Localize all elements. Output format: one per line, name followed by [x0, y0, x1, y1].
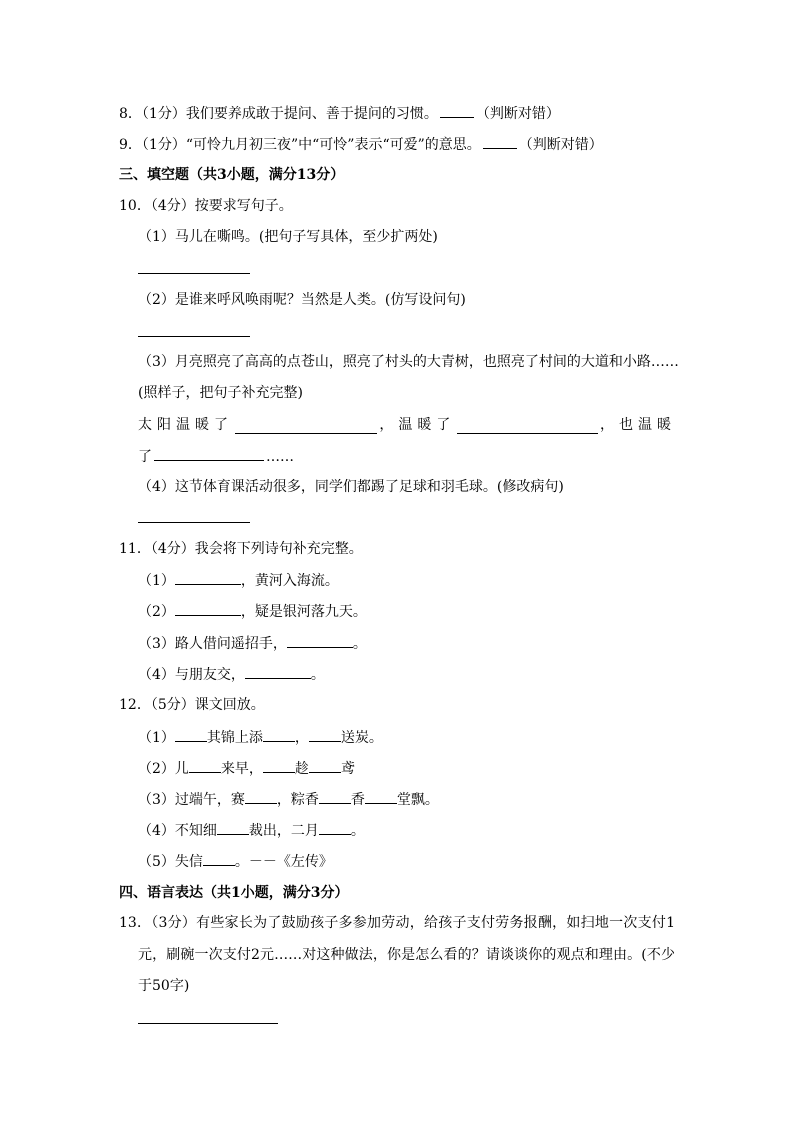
- fill-text: 了: [138, 449, 152, 465]
- answer-line[interactable]: [138, 1023, 278, 1024]
- answer-blank[interactable]: [154, 447, 264, 461]
- question-12-item-3: [138, 790, 439, 809]
- item-number: （2）: [138, 604, 175, 620]
- fill-text: ，也温暖: [600, 417, 676, 433]
- answer-blank[interactable]: [189, 759, 221, 773]
- question-9-text: 9．（1分）“可怜九月初三夜”中“可怜”表示“可爱”的意思。: [119, 137, 481, 153]
- question-10-stem: 10．（4分）按要求写句子。: [119, 198, 293, 214]
- answer-blank[interactable]: [440, 104, 474, 118]
- item-text: 。－－《左传》: [234, 854, 333, 870]
- item-text: （4）不知细: [138, 823, 217, 839]
- question-8-tail: （判断对错）: [475, 106, 560, 122]
- answer-blank[interactable]: [175, 602, 241, 616]
- question-10-item-3-fill-line-2: [138, 447, 294, 466]
- answer-blank[interactable]: [235, 420, 377, 434]
- item-text: 香: [350, 792, 365, 808]
- poem-text: ，黄河入海流。: [240, 573, 339, 589]
- question-12-item-5: [138, 852, 333, 871]
- answer-line[interactable]: [138, 273, 250, 274]
- question-10-item-3: （3）月亮照亮了高高的点苍山，照亮了村头的大青树，也照亮了村间的大道和小路……: [138, 354, 679, 370]
- answer-blank[interactable]: [309, 759, 341, 773]
- answer-blank[interactable]: [365, 790, 397, 804]
- question-10-item-1: （1）马儿在嘶鸣。(把句子写具体，至少扩两处): [138, 229, 438, 245]
- answer-line[interactable]: [138, 336, 250, 337]
- answer-blank[interactable]: [483, 135, 517, 149]
- poem-text: 。: [310, 667, 325, 683]
- fill-text: ，温暖了: [379, 417, 456, 433]
- item-text: 裁出，二月: [248, 823, 319, 839]
- question-11-item-2: [138, 602, 367, 621]
- answer-blank[interactable]: [309, 728, 341, 742]
- question-10-item-2: （2）是谁来呼风唤雨呢？当然是人类。(仿写设问句): [138, 292, 466, 308]
- item-text: （3）过端午，赛: [138, 792, 245, 808]
- question-11-item-3: [138, 634, 367, 653]
- question-8: [119, 104, 560, 123]
- question-11-stem: 11．（4分）我会将下列诗句补充完整。: [119, 541, 363, 557]
- question-12-item-2: [138, 759, 355, 778]
- answer-blank[interactable]: [175, 728, 207, 742]
- question-10-item-4: （4）这节体育课活动很多，同学们都踢了足球和羽毛球。(修改病句): [138, 479, 564, 495]
- question-12-stem: 12．（5分）课文回放。: [119, 697, 265, 713]
- question-9-tail: （判断对错）: [518, 137, 603, 153]
- item-text: 送炭。: [340, 730, 383, 746]
- fill-text: ……: [266, 449, 294, 465]
- item-text: 趁: [294, 761, 309, 777]
- item-text: （5）失信: [138, 854, 203, 870]
- answer-blank[interactable]: [245, 665, 311, 679]
- item-text: （2）儿: [138, 761, 189, 777]
- answer-blank[interactable]: [287, 634, 353, 648]
- item-text: ，粽香: [276, 792, 319, 808]
- answer-blank[interactable]: [203, 852, 235, 866]
- item-text: （1）: [138, 730, 175, 746]
- question-13-line-2: 元，刷碗一次支付2元……对这种做法，你是怎么看的？请谈谈你的观点和理由。(不少: [138, 947, 675, 963]
- item-text: 。: [350, 823, 365, 839]
- section-heading: 三、填空题（共3小题，满分13分）: [119, 167, 345, 183]
- poem-text: ，疑是银河落九天。: [240, 604, 367, 620]
- item-text: ，: [294, 730, 309, 746]
- item-text: 鸢: [340, 761, 355, 777]
- question-13-line-3: 于50字): [138, 978, 190, 994]
- question-8-text: 8．（1分）我们要养成敢于提问、善于提问的习惯。: [119, 106, 438, 122]
- answer-blank[interactable]: [457, 420, 598, 434]
- item-text: 其锦上添: [206, 730, 263, 746]
- question-9: [119, 135, 603, 154]
- item-number: （1）: [138, 573, 175, 589]
- poem-text: 。: [352, 636, 367, 652]
- answer-blank[interactable]: [319, 821, 351, 835]
- item-text: 堂飘。: [396, 792, 439, 808]
- poem-text: （4）与朋友交，: [138, 667, 245, 683]
- section-heading: 四、语言表达（共1小题，满分3分）: [119, 885, 349, 901]
- question-12-item-1: [138, 728, 383, 747]
- answer-blank[interactable]: [175, 571, 241, 585]
- poem-text: （3）路人借问遥招手，: [138, 636, 287, 652]
- question-12-item-4: [138, 821, 365, 840]
- question-10-item-3-note: (照样子，把句子补充完整): [138, 385, 303, 401]
- question-11-item-4: [138, 665, 325, 684]
- answer-line[interactable]: [138, 522, 250, 523]
- question-13-line-1: 13．（3分）有些家长为了鼓励孩子多参加劳动，给孩子支付劳务报酬，如扫地一次支付1: [119, 915, 675, 931]
- answer-blank[interactable]: [245, 790, 277, 804]
- question-11-item-1: [138, 571, 339, 590]
- question-10-item-3-fill-line-1: [138, 416, 676, 434]
- item-text: 来早，: [220, 761, 263, 777]
- answer-blank[interactable]: [263, 728, 295, 742]
- answer-blank[interactable]: [217, 821, 249, 835]
- fill-text: 太阳温暖了: [138, 417, 233, 433]
- answer-blank[interactable]: [263, 759, 295, 773]
- answer-blank[interactable]: [319, 790, 351, 804]
